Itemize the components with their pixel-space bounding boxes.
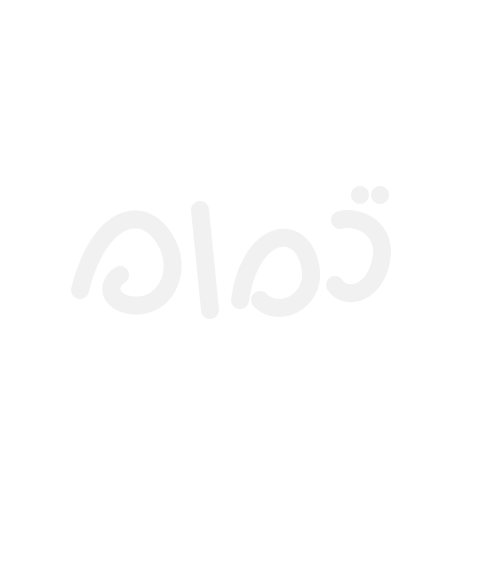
paragraph-11 [8,174,469,190]
paragraph-4 [8,55,469,71]
paragraph-1 [8,4,469,20]
paragraph-2 [8,21,469,37]
paragraph-15 [8,242,469,258]
paragraph-7 [8,106,469,122]
paragraph-9 [8,140,469,156]
paragraph-16 [8,259,469,275]
paragraph-6 [8,89,469,105]
paragraph-8 [8,123,469,139]
paragraph-10 [8,157,469,173]
paragraph-5 [8,72,469,88]
paragraph-3 [8,38,469,54]
paragraph-13 [8,208,469,224]
paragraph-12 [8,191,469,207]
paragraph-14 [8,225,469,241]
